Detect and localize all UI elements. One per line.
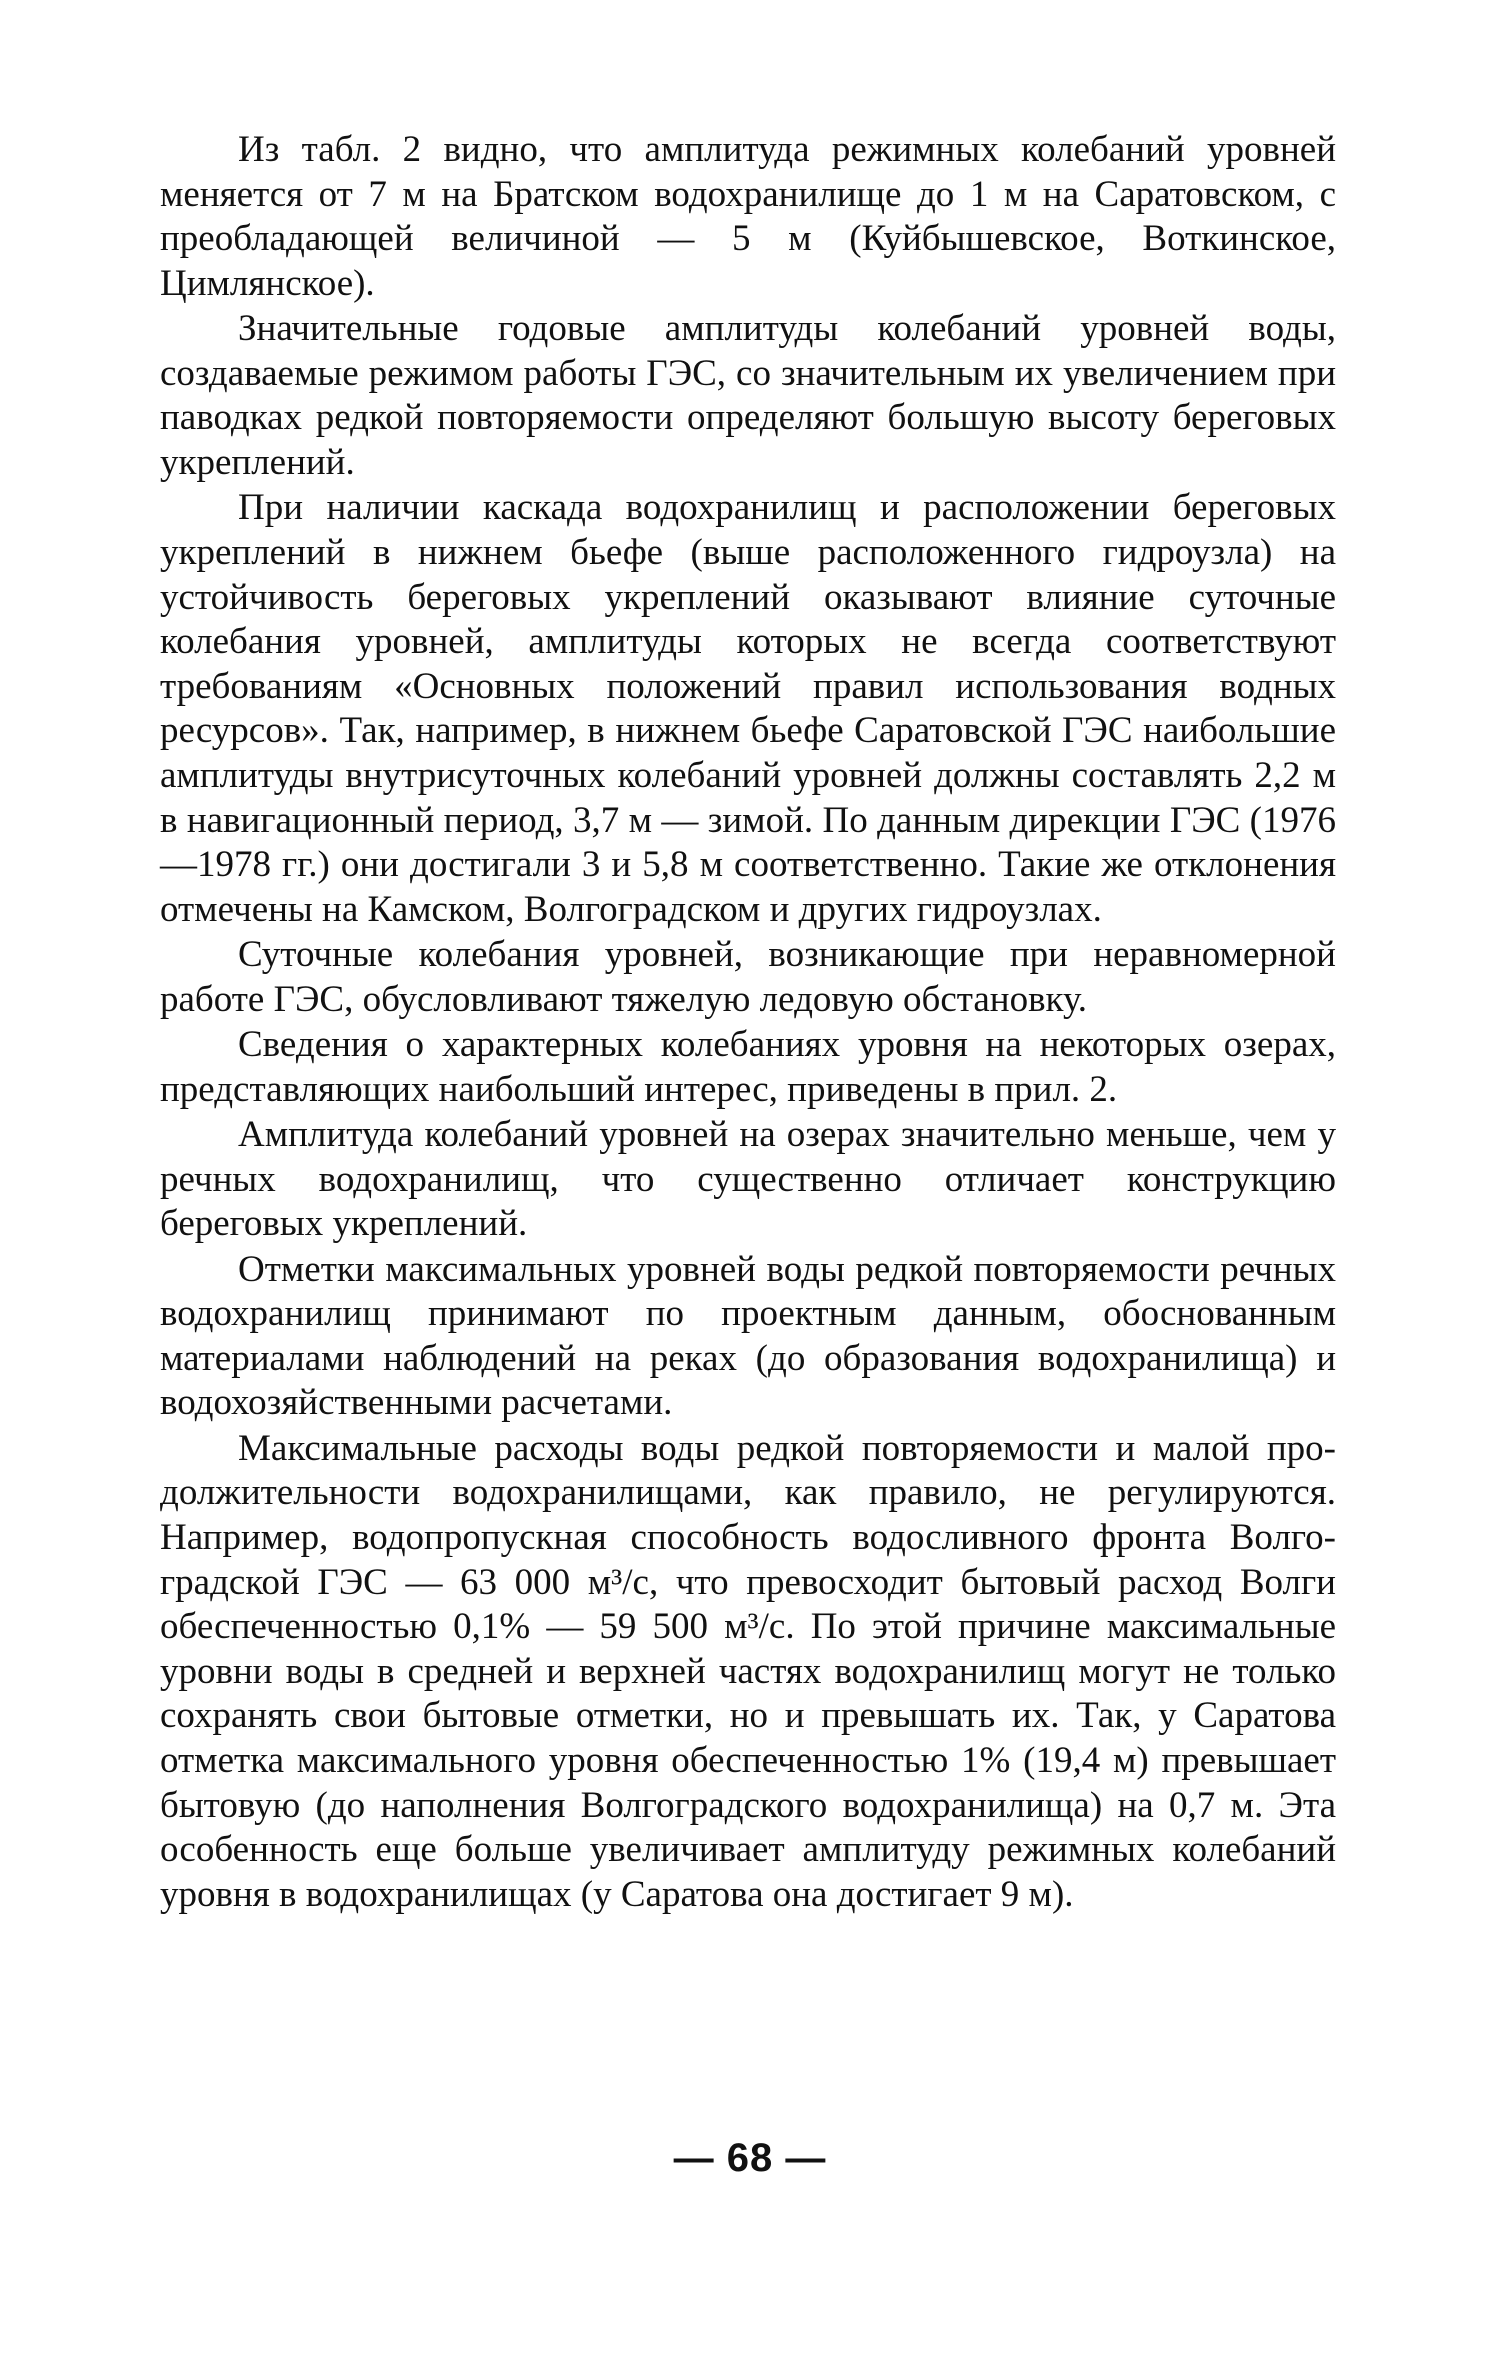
page-number: — 68 — bbox=[673, 2136, 827, 2180]
paragraph-5: Сведения о характерных колебаниях уровня на некоторых озерах, представляющих наибольший интерес, приведены в прил. 2. bbox=[160, 1024, 1336, 1110]
paragraph-3: При наличии каскада водохранилищ и расположении береговых укреплений в нижнем бьефе (выше расположенного гидроузла) на устойчивость береговых укреплений оказывают влияние суточные колебания уровней, амплитуды которых не всегда соответствуют требованиям «Основных положений правил использования водных ресурсов». Так, например, в нижнем бьефе Саратовской ГЭС наибольшие амплитуды внутрисуточных колебаний уровней должны составлять 2,2 м в навигационный период, 3,7 м — зимой. По данным дирекции ГЭС (1976—1978 гг.) они достигали 3 и 5,8 м соответственно. Такие же отклонения отмечены на Камском, Волгоградском и других гидроузлах. bbox=[160, 487, 1336, 930]
body-text bbox=[160, 128, 1336, 1917]
paragraph-4: Суточные колебания уровней, возникающие при неравномерной работе ГЭС, обусловливают тяжелую ледовую обстановку. bbox=[160, 934, 1336, 1020]
paragraph-1: Из табл. 2 видно, что амплитуда режимных колебаний уровней меняется от 7 м на Братском водохранилище до 1 м на Саратовском, с преобладающей величиной — 5 м (Куйбышевское, Воткинское, Цимлянское). bbox=[160, 129, 1336, 304]
paragraph-2: Значительные годовые амплитуды колебаний уровней воды, создаваемые режимом работы ГЭС, со значительным их увеличением при паводках редкой повторяемости определяют большую высоту береговых укреплений. bbox=[160, 308, 1336, 483]
paragraph-8: Максимальные расходы воды редкой повторяемости и малой продолжительности водохранилищами, как правило, не регулируются. Например, водопропускная способность водосливного фронта Волгоградской ГЭС — 63 000 м³/с, что превосходит бытовый расход Волги обеспеченностью 0,1% — 59 500 м³/с. По этой причине максимальные уровни воды в средней и верхней частях водохранилищ могут не только сохранять свои бытовые отметки, но и превышать их. Так, у Саратова отметка максимального уровня обеспеченностью 1% (19,4 м) превышает бытовую (до наполнения Волгоградского водохранилища) на 0,7 м. Эта особенность еще больше увеличивает амплитуду режимных колебаний уровня в водохранилищах (у Саратова она достигает 9 м). bbox=[160, 1427, 1336, 1915]
paragraph-6: Амплитуда колебаний уровней на озерах значительно меньше, чем у речных водохранилищ, что существенно отличает конструкцию береговых укреплений. bbox=[160, 1114, 1336, 1245]
paragraph-7: Отметки максимальных уровней воды редкой повторяемости речных водохранилищ принимают по проектным данным, обоснованным материалами наблюдений на реках (до образования водохранилища) и водохозяйственными расчетами. bbox=[160, 1248, 1336, 1424]
